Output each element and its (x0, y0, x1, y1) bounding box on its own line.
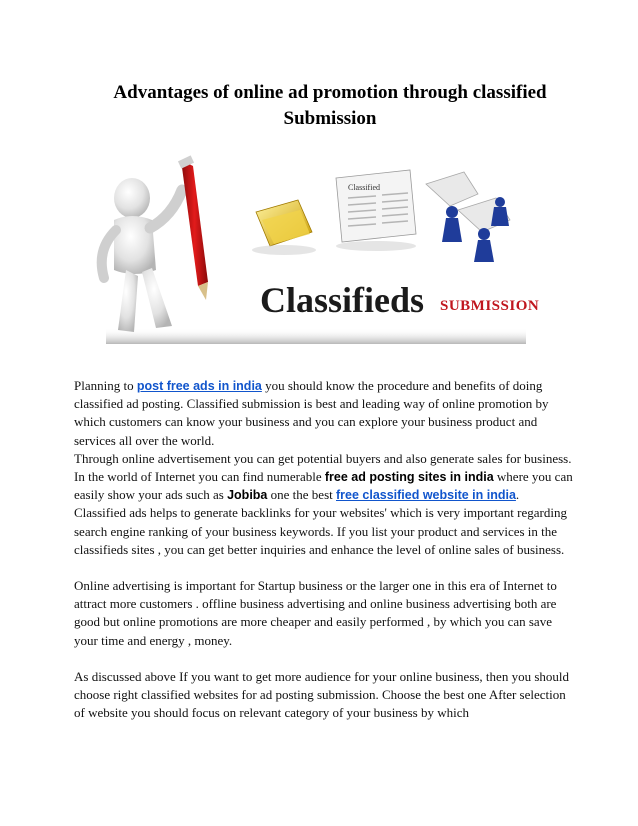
blue-figures (426, 172, 510, 262)
paragraph-gap (74, 559, 574, 577)
p2-text-c: one the best (267, 487, 336, 503)
paragraph-1 (74, 377, 574, 450)
paragraph-4: As discussed above If you want to get more audience for your online business, then you should choose right classified websites for ad posting submission. Choose the best one After selection of website you should focus on relevant category of your business by which (74, 668, 569, 721)
p2-text-b: where you can easily show your ads such as (74, 469, 573, 503)
page-title (70, 80, 590, 132)
floor-shadow (106, 328, 526, 344)
free-ad-posting-sites-text: free ad posting sites in india (324, 470, 494, 485)
p2-text-d: . Classified ads helps to generate backlinks for your websites' which is very important regarding search engine ranking of your business keywords. If you list your product and services in the classifieds sites , you can get better inquiries and enhance the level of online sales of business. (74, 487, 567, 557)
paragraph-2 (74, 450, 574, 559)
title-line-1: Advantages of online ad promotion through classified (113, 82, 547, 103)
post-free-ads-link[interactable]: post free ads in india (136, 379, 262, 393)
classified-newspaper (336, 170, 416, 251)
p1-text-b: you should know the procedure and benefits of doing classified ad posting. Classified submission is best and leading way of online promotion by which customers can know your business and you can explore your business product and services all over the world. (74, 378, 549, 448)
article-body (74, 377, 574, 722)
paragraph-gap (74, 650, 574, 668)
free-classified-website-link[interactable]: free classified website in india (335, 488, 516, 503)
white-figure (102, 178, 182, 332)
p1-text-a: Planning to (74, 378, 137, 393)
paragraph-3: Online advertising is important for Startup business or the larger one in this era of Internet to attract more customers . offline business advertising and online business advertising both are good but online promotions are more cheaper and easily performed , by which you can save your time and energy , money. (74, 578, 557, 648)
hero-illustration (86, 150, 552, 350)
p2-text-a: Through online advertisement you can get potential buyers and also generate sales for business. In the world of Internet you can find numerable (74, 450, 572, 485)
red-pen (178, 155, 208, 300)
newspaper-label: Classified (348, 183, 380, 192)
hero-word-main: Classifieds (260, 280, 425, 320)
gold-papers (252, 200, 316, 255)
classifieds-hero-image (86, 150, 552, 350)
title-line-2: Submission (283, 108, 377, 129)
jobiba-text: Jobiba (227, 488, 268, 503)
hero-word-sub: SUBMISSION (440, 298, 540, 314)
